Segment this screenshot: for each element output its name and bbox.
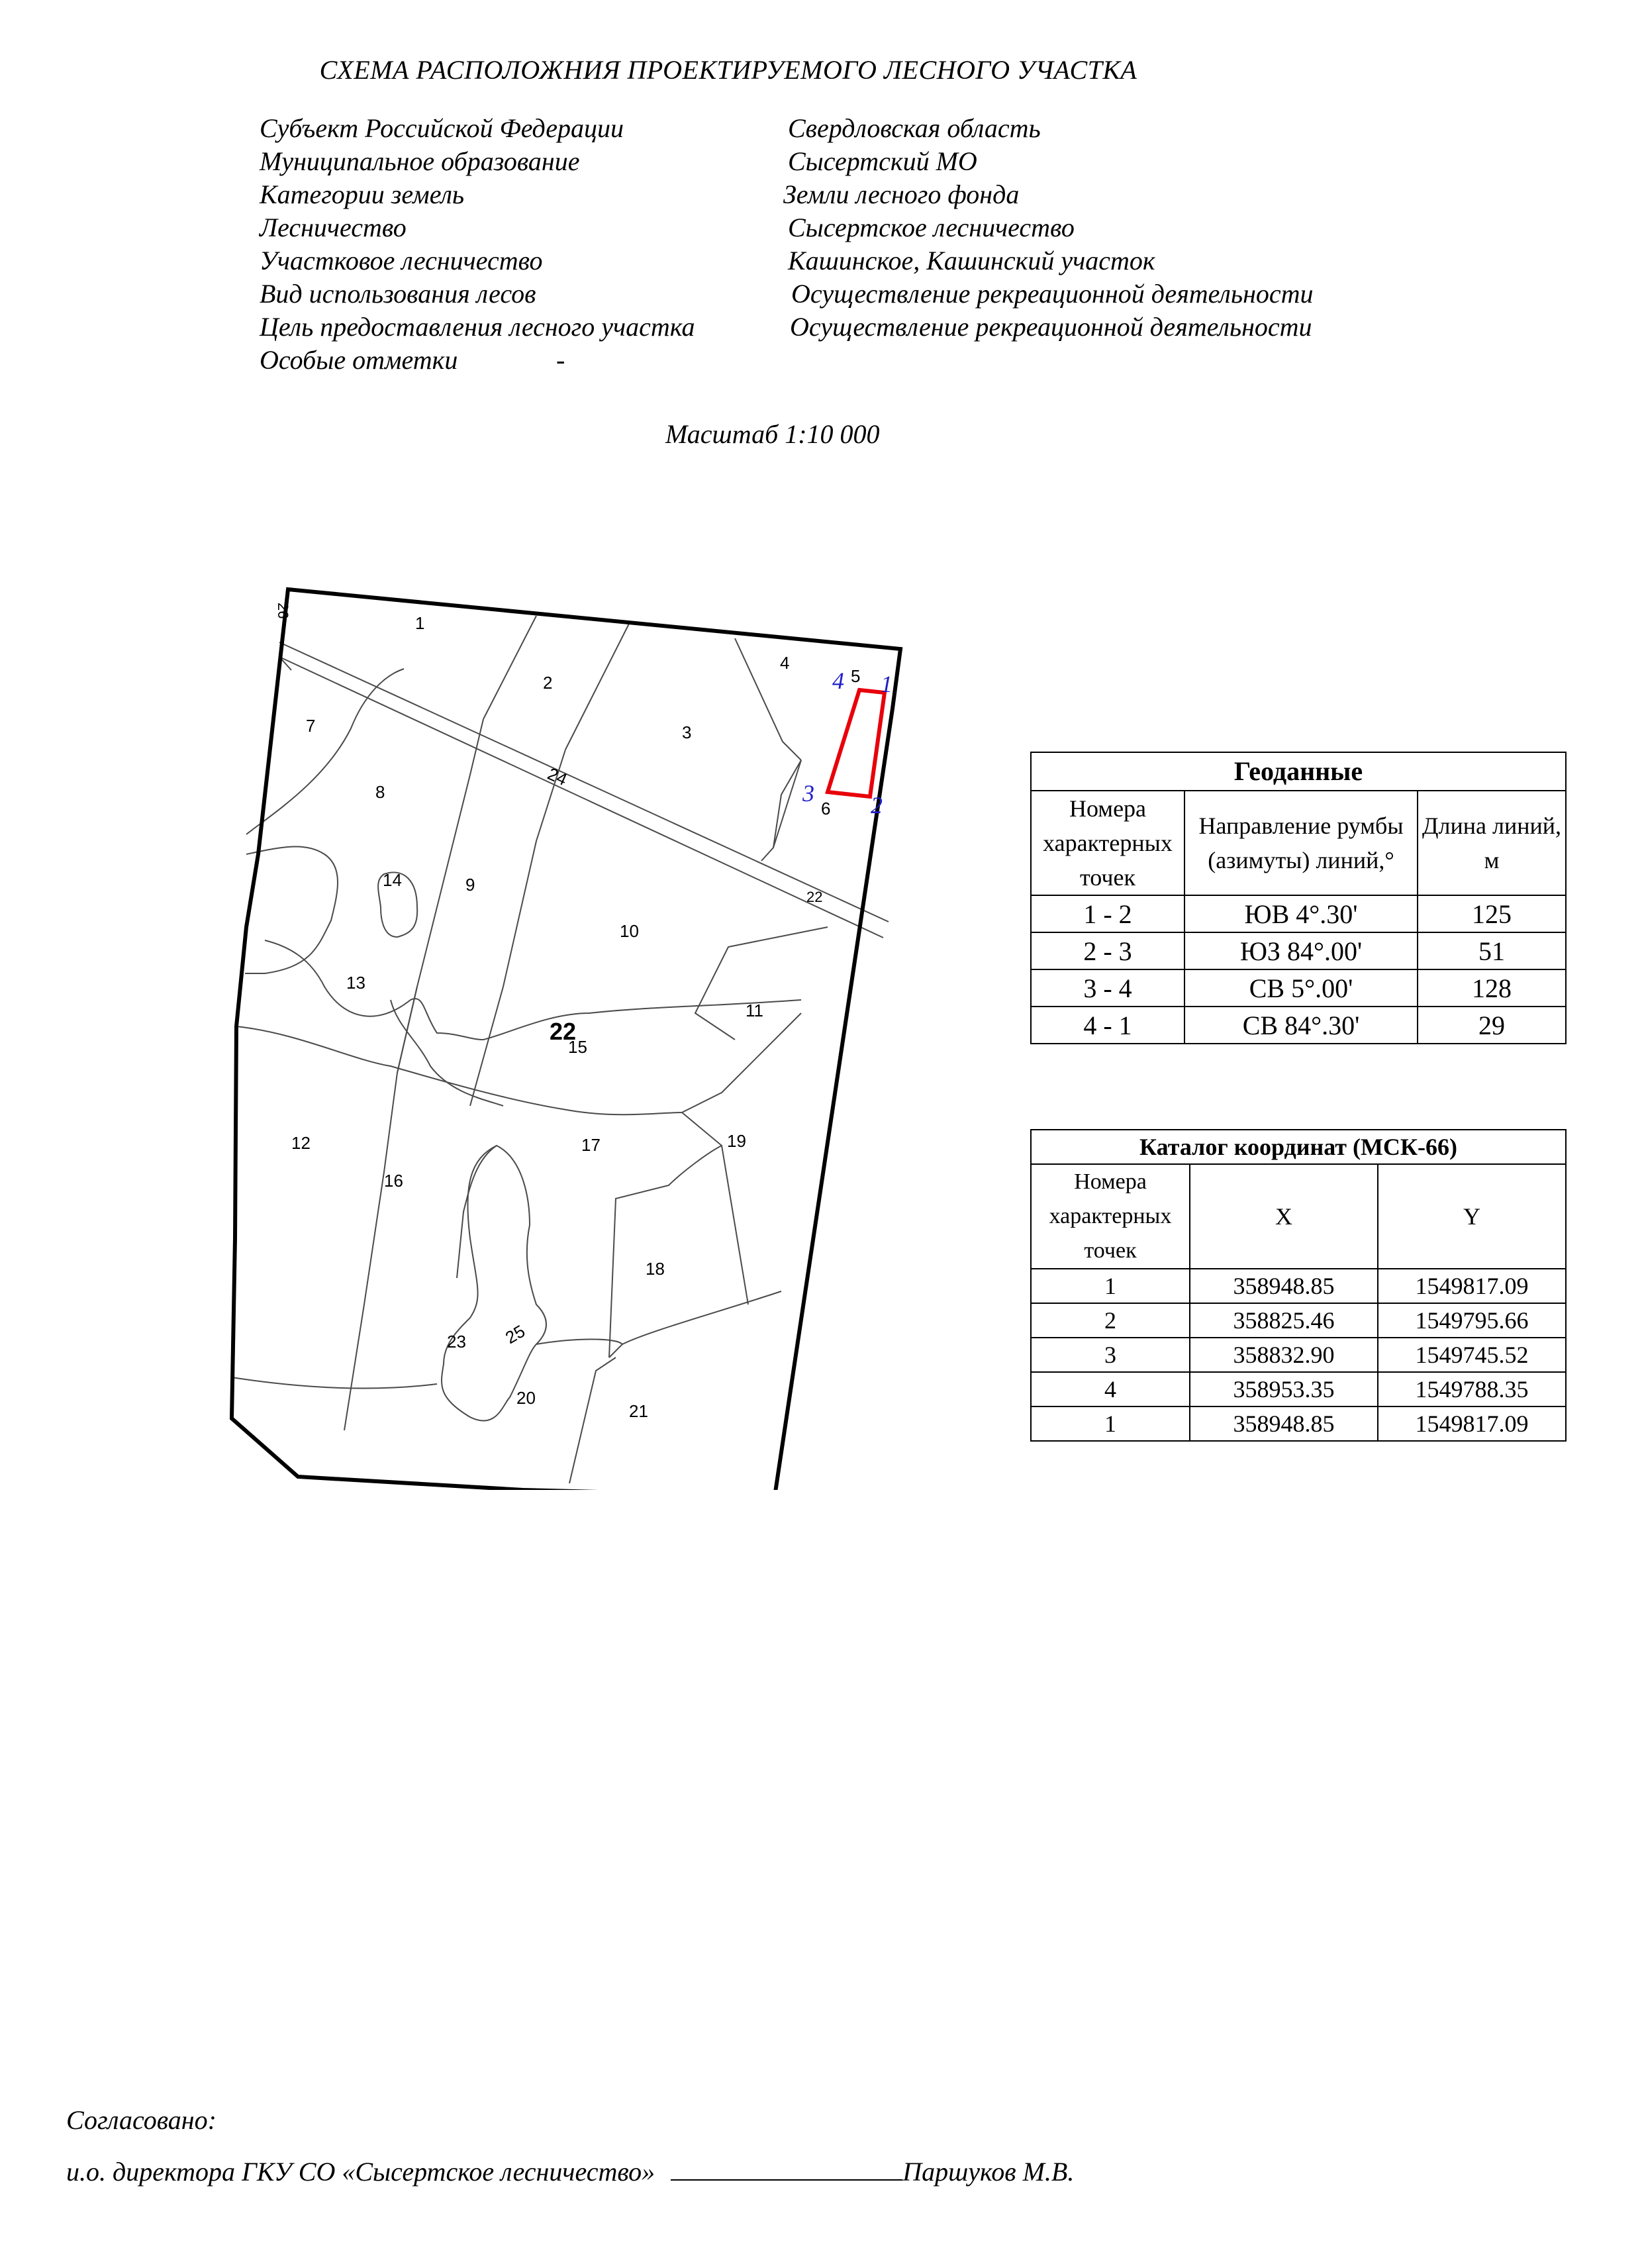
- plot-boundaries: [232, 616, 889, 1483]
- table-row: [1031, 1007, 1566, 1044]
- catalog-cell: 3: [1031, 1338, 1190, 1372]
- catalog-header: X: [1190, 1164, 1378, 1269]
- catalog-cell: 1549795.66: [1378, 1303, 1566, 1338]
- edge-label: 22: [806, 889, 823, 905]
- site-point-label: 4: [832, 667, 844, 694]
- catalog-title: Каталог координат (МСК-66): [1031, 1130, 1566, 1164]
- plot-label: 10: [620, 921, 639, 941]
- plot-label: 17: [581, 1135, 601, 1155]
- signature-line: [66, 2155, 1074, 2187]
- plot-label: 20: [516, 1388, 536, 1408]
- info-label: Категории земель: [260, 179, 465, 209]
- info-label: Особые отметки: [260, 345, 458, 375]
- info-value: Земли лесного фонда: [783, 179, 1020, 209]
- geodata-header: Длина линий, м: [1418, 791, 1566, 895]
- info-value: Свердловская область: [788, 113, 1041, 143]
- plot-label: 9: [465, 875, 475, 895]
- plot-label: 14: [383, 870, 402, 890]
- geodata-cell: 51: [1418, 932, 1566, 969]
- forest-plan-map: [218, 576, 934, 1490]
- signature-blank: [671, 2155, 902, 2181]
- plot-label: 7: [306, 716, 316, 736]
- plot-label: 21: [629, 1401, 648, 1421]
- geodata-cell: ЮЗ 84°.00': [1184, 932, 1418, 969]
- geodata-cell: ЮВ 4°.30': [1184, 895, 1418, 932]
- info-label: Участковое лесничество: [260, 246, 543, 275]
- scale-label: Масштаб 1:10 000: [665, 419, 880, 449]
- catalog-cell: 358953.35: [1190, 1372, 1378, 1406]
- plot-label: 3: [682, 722, 692, 742]
- plot-label: 15: [568, 1037, 587, 1057]
- table-row: [1031, 1269, 1566, 1303]
- plot-label: 8: [375, 782, 385, 802]
- plot-label: 5: [851, 666, 861, 686]
- catalog-cell: 358948.85: [1190, 1269, 1378, 1303]
- plot-label: 6: [821, 799, 831, 818]
- info-label: Цель предоставления лесного участка: [260, 312, 695, 342]
- signatory-position: и.о. директора ГКУ СО «Сысертское лесничество»: [66, 2157, 655, 2187]
- plot-label: 19: [727, 1131, 746, 1151]
- geodata-cell: СВ 5°.00': [1184, 969, 1418, 1007]
- table-row: [1031, 932, 1566, 969]
- info-value: Осуществление рекреационной деятельности: [791, 279, 1314, 309]
- geodata-cell: 2 - 3: [1031, 932, 1184, 969]
- site-point-label: 3: [802, 780, 814, 807]
- info-label: Вид использования лесов: [260, 279, 536, 309]
- info-value: Сысертское лесничество: [788, 213, 1075, 242]
- catalog-cell: 2: [1031, 1303, 1190, 1338]
- table-row: [1031, 1338, 1566, 1372]
- table-row: [1031, 1303, 1566, 1338]
- info-value: Осуществление рекреационной деятельности: [790, 312, 1312, 342]
- geodata-cell: 4 - 1: [1031, 1007, 1184, 1044]
- coordinate-catalog-table: [1030, 1129, 1567, 1442]
- geodata-header: Номера характерных точек: [1031, 791, 1184, 895]
- signatory-name: Паршуков М.В.: [902, 2157, 1075, 2187]
- agreed-label: Согласовано:: [66, 2105, 217, 2135]
- plot-label: 1: [415, 613, 425, 633]
- table-row: [1031, 969, 1566, 1007]
- geodata-header: Направление румбы (азимуты) линий,°: [1184, 791, 1418, 895]
- geodata-cell: 3 - 4: [1031, 969, 1184, 1007]
- page-title: СХЕМА РАСПОЛОЖНИЯ ПРОЕКТИРУЕМОГО ЛЕСНОГО УЧАСТКА: [319, 55, 1137, 85]
- road-label: 24: [544, 764, 571, 790]
- catalog-cell: 1: [1031, 1406, 1190, 1441]
- geodata-title: Геоданные: [1031, 752, 1566, 791]
- catalog-cell: 1549817.09: [1378, 1406, 1566, 1441]
- table-row: [1031, 1406, 1566, 1441]
- plot-label-group: [275, 603, 860, 1421]
- table-row: [1031, 895, 1566, 932]
- geodata-cell: 125: [1418, 895, 1566, 932]
- site-polygon: [828, 690, 885, 797]
- geodata-cell: СВ 84°.30': [1184, 1007, 1418, 1044]
- catalog-cell: 1549817.09: [1378, 1269, 1566, 1303]
- site-point-label: 2: [871, 792, 883, 818]
- quarter-number: 22: [550, 1018, 577, 1045]
- info-value: -: [556, 345, 565, 375]
- plot-label: 23: [447, 1332, 466, 1352]
- plot-label: 16: [384, 1171, 403, 1191]
- geodata-cell: 128: [1418, 969, 1566, 1007]
- plot-label: 12: [291, 1133, 311, 1153]
- road-label: 25: [502, 1320, 529, 1348]
- plot-label: 18: [646, 1259, 665, 1279]
- catalog-cell: 1549745.52: [1378, 1338, 1566, 1372]
- catalog-cell: 358832.90: [1190, 1338, 1378, 1372]
- table-row: [1031, 1372, 1566, 1406]
- info-label: Муниципальное образование: [260, 146, 580, 176]
- catalog-cell: 1: [1031, 1269, 1190, 1303]
- catalog-cell: 358948.85: [1190, 1406, 1378, 1441]
- geodata-cell: 1 - 2: [1031, 895, 1184, 932]
- site-point-label: 1: [881, 671, 893, 697]
- plot-label: 4: [780, 653, 790, 673]
- catalog-cell: 1549788.35: [1378, 1372, 1566, 1406]
- catalog-header: Y: [1378, 1164, 1566, 1269]
- info-label: Лесничество: [260, 213, 407, 242]
- plot-label: 2: [543, 673, 553, 693]
- plot-label: 11: [746, 1001, 763, 1020]
- catalog-header: Номера характерных точек: [1031, 1164, 1190, 1269]
- info-label: Субъект Российской Федерации: [260, 113, 624, 143]
- plot-label: 13: [346, 973, 365, 993]
- catalog-cell: 4: [1031, 1372, 1190, 1406]
- info-value: Сысертский МО: [788, 146, 977, 176]
- geodata-table: [1030, 752, 1567, 1044]
- info-value: Кашинское, Кашинский участок: [788, 246, 1155, 275]
- catalog-cell: 358825.46: [1190, 1303, 1378, 1338]
- geodata-cell: 29: [1418, 1007, 1566, 1044]
- edge-label: 26: [275, 603, 291, 619]
